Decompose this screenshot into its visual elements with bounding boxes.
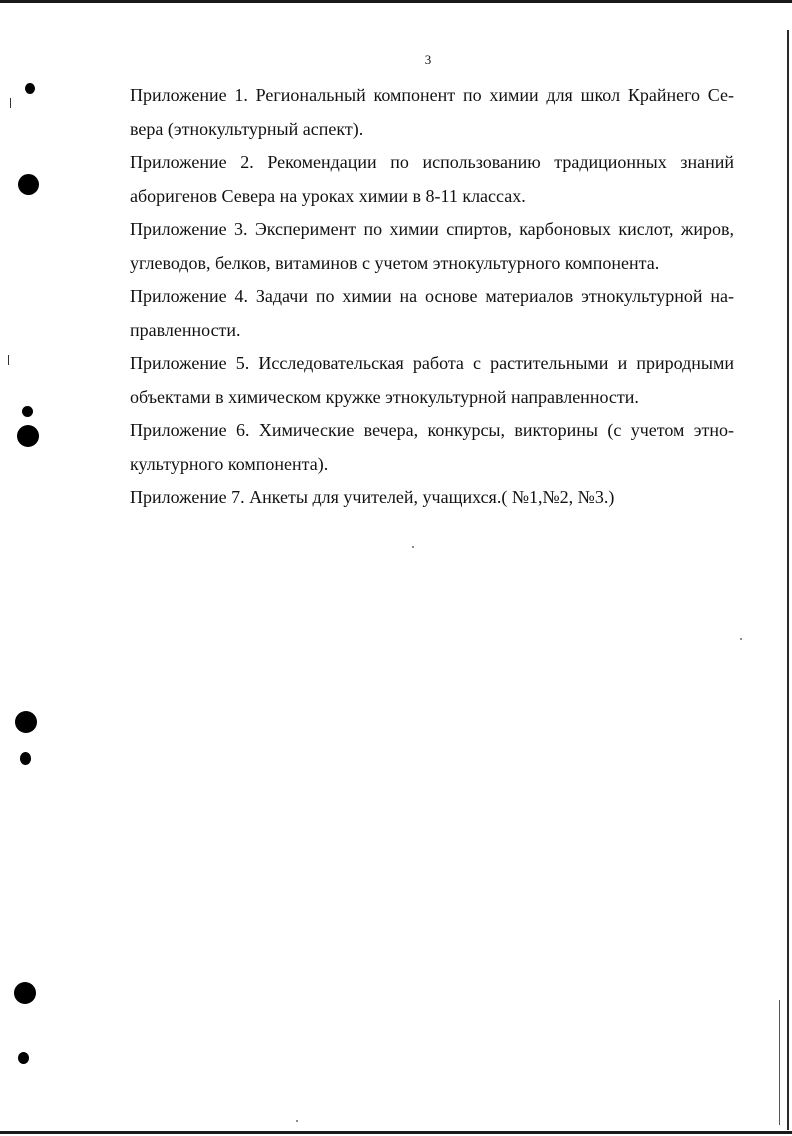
scan-edge-top: [0, 0, 792, 3]
punch-hole: [15, 711, 37, 733]
punch-hole: [14, 982, 36, 1004]
appendix-item-4: Приложение 4. Задачи по химии на основе материалов этнокультурной на-правленности.: [130, 286, 734, 340]
scan-speck: [296, 1120, 298, 1122]
scan-edge-right: [787, 30, 789, 1130]
scan-edge-right-inner: [779, 1000, 780, 1125]
punch-hole: [22, 406, 33, 417]
appendix-item-6: Приложение 6. Химические вечера, конкурсы, викторины (с учетом этно-культурного компонента).: [130, 420, 734, 474]
appendix-item-3: Приложение 3. Эксперимент по химии спиртов, карбоновых кислот, жиров, углеводов, белков, витаминов с учетом этнокультурного компонента.: [130, 219, 734, 273]
appendix-item-5: Приложение 5. Исследовательская работа с растительными и природными объектами в химическом кружке этнокультурной направленности.: [130, 353, 734, 407]
appendix-item-7: Приложение 7. Анкеты для учителей, учащихся.( №1,№2, №3.): [130, 487, 615, 507]
scan-mark: [10, 98, 11, 108]
appendix-list: [130, 79, 734, 515]
punch-hole: [25, 83, 35, 94]
scan-speck: [740, 638, 742, 640]
scan-edge-bottom: [0, 1131, 792, 1134]
page-number: 3: [424, 52, 432, 67]
scan-mark: [8, 355, 9, 365]
punch-hole: [18, 174, 39, 195]
appendix-item-1: Приложение 1. Региональный компонент по химии для школ Крайнего Се-вера (этнокультурный аспект).: [130, 85, 734, 139]
punch-hole: [17, 425, 39, 447]
scan-speck: [412, 546, 414, 548]
punch-hole: [20, 752, 31, 765]
punch-hole: [18, 1052, 29, 1064]
appendix-item-2: Приложение 2. Рекомендации по использованию традиционных знаний аборигенов Севера на уроках химии в 8-11 классах.: [130, 152, 734, 206]
